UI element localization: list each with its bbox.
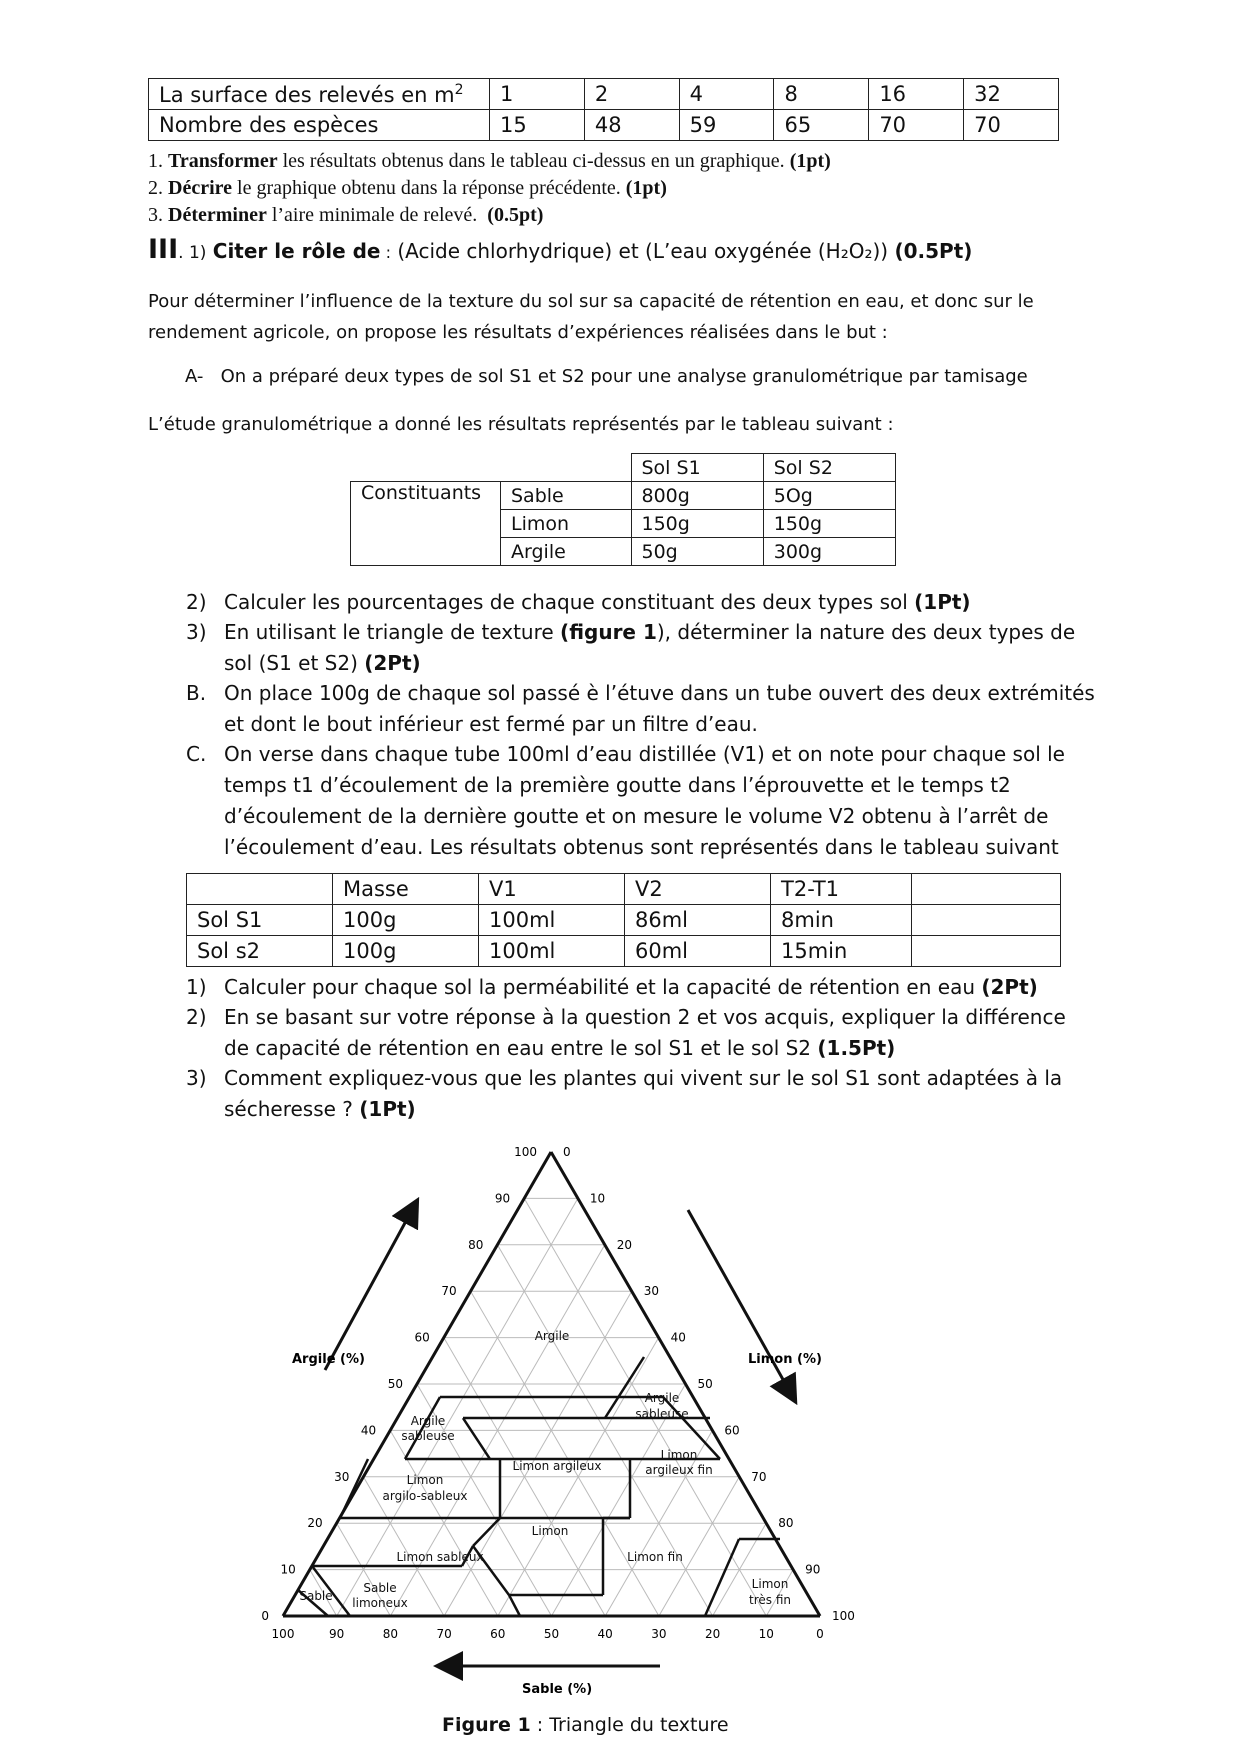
row-label: La surface des relevés en $m^2$	[149, 79, 490, 110]
right-tick-label: 0	[563, 1145, 571, 1159]
table-cell: 300g	[763, 538, 895, 566]
right-tick-label: 70	[751, 1469, 767, 1484]
bottom-tick-label: 80	[382, 1627, 399, 1641]
header-cell: T2-T1	[771, 874, 912, 905]
bottom-tick-label: 50	[543, 1627, 560, 1641]
limon-axis-label: Limon (%)	[748, 1352, 822, 1367]
left-tick-label: 100	[514, 1145, 537, 1159]
zone-sable-limoneux-l2: limoneux	[352, 1596, 408, 1610]
zone-limon-argileux-fin-l2: argileux fin	[645, 1463, 713, 1477]
left-tick-label: 10	[280, 1562, 296, 1577]
etude-text: L’étude granulométrique a donné les résultats représentés par le tableau suivant :	[148, 414, 894, 435]
table-cell: 8min	[771, 905, 912, 936]
bottom-tick-label: 40	[597, 1627, 613, 1641]
table-cell: 150g	[631, 510, 763, 538]
zone-limon-argileux-label: Limon argileux	[512, 1459, 602, 1473]
table-cell: 65	[774, 110, 869, 141]
intro-line: rendement agricole, on propose les résultats d’expériences réalisées dans le but :	[148, 322, 888, 343]
table-cell: 32	[964, 79, 1059, 110]
table-cell: 150g	[763, 510, 895, 538]
left-tick-label: 90	[494, 1191, 511, 1206]
left-tick-label: 20	[307, 1516, 323, 1531]
table-cell: 48	[584, 110, 679, 141]
right-tick-label: 100	[832, 1609, 855, 1623]
zone-border	[509, 1595, 520, 1616]
zone-limon-argilo-sableux-l2: argilo-sableux	[382, 1489, 468, 1503]
left-tick-label: 30	[334, 1469, 350, 1484]
table-cell: 15	[490, 110, 585, 141]
bottom-tick-label: 90	[329, 1627, 345, 1641]
question-1: 1. Transformer les résultats obtenus dans le tableau ci-dessus en un graphique. (1pt)	[148, 150, 831, 172]
table-cell: Argile	[501, 538, 632, 566]
bottom-tick-label: 20	[704, 1627, 721, 1641]
question-2: 2. Décrire le graphique obtenu dans la réponse précédente. (1pt)	[148, 177, 667, 199]
bottom-tick-label: 30	[651, 1627, 667, 1641]
table-cell: 800g	[631, 482, 763, 510]
row-label: Nombre des espèces	[149, 110, 490, 141]
figure-caption: Figure 1 : Triangle du texture	[442, 1714, 729, 1736]
table-cell: 15min	[771, 936, 912, 967]
left-tick-label: 80	[468, 1237, 484, 1252]
header-cell: Sol S2	[763, 454, 895, 482]
table-cell: Sable	[501, 482, 632, 510]
left-tick-label: 0	[261, 1609, 269, 1623]
right-tick-label: 10	[589, 1191, 606, 1206]
group-label: Constituants	[351, 482, 501, 566]
item-q2: 2) Calculer les pourcentages de chaque constituant des deux types sol (1Pt)	[186, 590, 971, 614]
zone-argile-limoneuse-l1: Argile	[644, 1391, 680, 1405]
sable-axis-label: Sable (%)	[522, 1682, 593, 1697]
final-q3: 3) Comment expliquez-vous que les plantes qui vivent sur le sol S1 sont adaptées à la sécheresse ? (1Pt)	[186, 1066, 1063, 1121]
zone-border	[405, 1397, 440, 1459]
left-tick-label: 70	[441, 1284, 457, 1299]
left-tick-label: 60	[414, 1330, 430, 1345]
table-cell: 50g	[631, 538, 763, 566]
triangle-grid	[280, 1152, 820, 1616]
argile-axis-label: Argile (%)	[292, 1352, 365, 1367]
zone-limon-argileux-fin-l1: Limon	[660, 1448, 698, 1462]
grid-line	[659, 1477, 739, 1616]
left-tick-label: 40	[360, 1423, 377, 1438]
zone-limon-argilo-sableux-l1: Limon	[406, 1473, 444, 1487]
zone-limon-fin-label: Limon fin	[627, 1550, 683, 1564]
right-tick-label: 30	[643, 1284, 659, 1299]
zone-border	[705, 1539, 739, 1616]
table-cell: 86ml	[625, 905, 771, 936]
item-c: C. On verse dans chaque tube 100ml d’eau distillée (V1) et on note pour chaque sol le temps t1 d’écoulement de la première goutte dans l’éprouvette et le temps t2 d’écoulement de la dernière goutte et on mesure le volume V2 obtenu à l’arrêt de l’écoulement d’eau. Les résultats obtenus sont représentés dans le tableau suivant	[186, 742, 1065, 859]
table-cell: 4	[679, 79, 774, 110]
right-tick-label: 60	[724, 1423, 740, 1438]
table-cell: Sol S1	[187, 905, 333, 936]
table-cell: 100g	[333, 905, 479, 936]
question-3: 3. Déterminer l’aire minimale de relevé. (0.5pt)	[148, 204, 544, 226]
table-cell: 1	[490, 79, 585, 110]
bottom-tick-label: 100	[271, 1627, 295, 1641]
right-tick-label: 50	[697, 1377, 713, 1391]
zone-limon-label: Limon	[531, 1524, 569, 1538]
item-a: A- On a préparé deux types de sol S1 et S2 pour une analyse granulométrique par tamisage	[185, 366, 1028, 387]
argile-axis-arrow	[325, 1210, 412, 1370]
zone-argile-sableuse-l2: sableuse	[401, 1429, 455, 1443]
header-cell: Sol S1	[631, 454, 763, 482]
item-b: B. On place 100g de chaque sol passé è l’étuve dans un tube ouvert des deux extrémités et dont le bout inférieur est fermé par un filtre d’eau.	[186, 681, 1095, 736]
intro-line: Pour déterminer l’influence de la texture du sol sur sa capacité de rétention en eau, et donc sur le	[148, 291, 1034, 312]
zone-argile-limoneuse-l2: sableuse	[635, 1407, 689, 1421]
header-cell: V2	[625, 874, 771, 905]
zone-limon-tres-fin-l2: très fin	[749, 1593, 791, 1607]
right-tick-label: 40	[670, 1330, 686, 1345]
zone-limon-tres-fin-l1: Limon	[751, 1577, 789, 1591]
bottom-tick-label: 70	[436, 1627, 452, 1641]
table-cell: Limon	[501, 510, 632, 538]
header-cell: V1	[479, 874, 625, 905]
section-3-heading: III. 1) Citer le rôle de : (Acide chlorhydrique) et (L’eau oxygénée (H₂O₂)) (0.5Pt)	[148, 234, 973, 265]
bottom-tick-label: 0	[816, 1627, 824, 1641]
zone-limon-sableux-label: Limon sableux	[396, 1550, 484, 1564]
table-cell: 100ml	[479, 905, 625, 936]
zone-argile-label: Argile	[534, 1329, 570, 1343]
final-q1: 1) Calculer pour chaque sol la perméabilité et la capacité de rétention en eau (2Pt)	[186, 975, 1038, 999]
table-cell: 100ml	[479, 936, 625, 967]
table-cell: 59	[679, 110, 774, 141]
zone-sable-limoneux-l1: Sable	[363, 1581, 397, 1595]
table-cell: 16	[869, 79, 964, 110]
right-tick-label: 20	[616, 1237, 633, 1252]
header-cell: Masse	[333, 874, 479, 905]
zone-argile-sableuse-l1: Argile	[410, 1414, 446, 1428]
zone-border	[463, 1418, 490, 1459]
table-cell: 70	[869, 110, 964, 141]
right-tick-label: 80	[778, 1516, 794, 1531]
table-cell: 70	[964, 110, 1059, 141]
final-q2: 2) En se basant sur votre réponse à la question 2 et vos acquis, expliquer la différence de capacité de rétention en eau entre le sol S1 et le sol S2 (1.5Pt)	[186, 1005, 1066, 1060]
table-cell: Sol s2	[187, 936, 333, 967]
bottom-tick-label: 10	[758, 1627, 774, 1641]
left-tick-label: 50	[387, 1377, 403, 1391]
table-cell: 5Og	[763, 482, 895, 510]
table-cell: 8	[774, 79, 869, 110]
triangle-zone-borders	[298, 1357, 780, 1616]
item-q3: 3) En utilisant le triangle de texture (figure 1), déterminer la nature des deux types de sol (S1 et S2) (2Pt)	[186, 620, 1076, 675]
zone-sable-label: Sable	[299, 1589, 333, 1603]
bottom-tick-label: 60	[490, 1627, 506, 1641]
table-cell: 60ml	[625, 936, 771, 967]
table-cell: 2	[584, 79, 679, 110]
right-tick-label: 90	[805, 1562, 821, 1577]
table-cell: 100g	[333, 936, 479, 967]
zone-border	[340, 1459, 368, 1518]
